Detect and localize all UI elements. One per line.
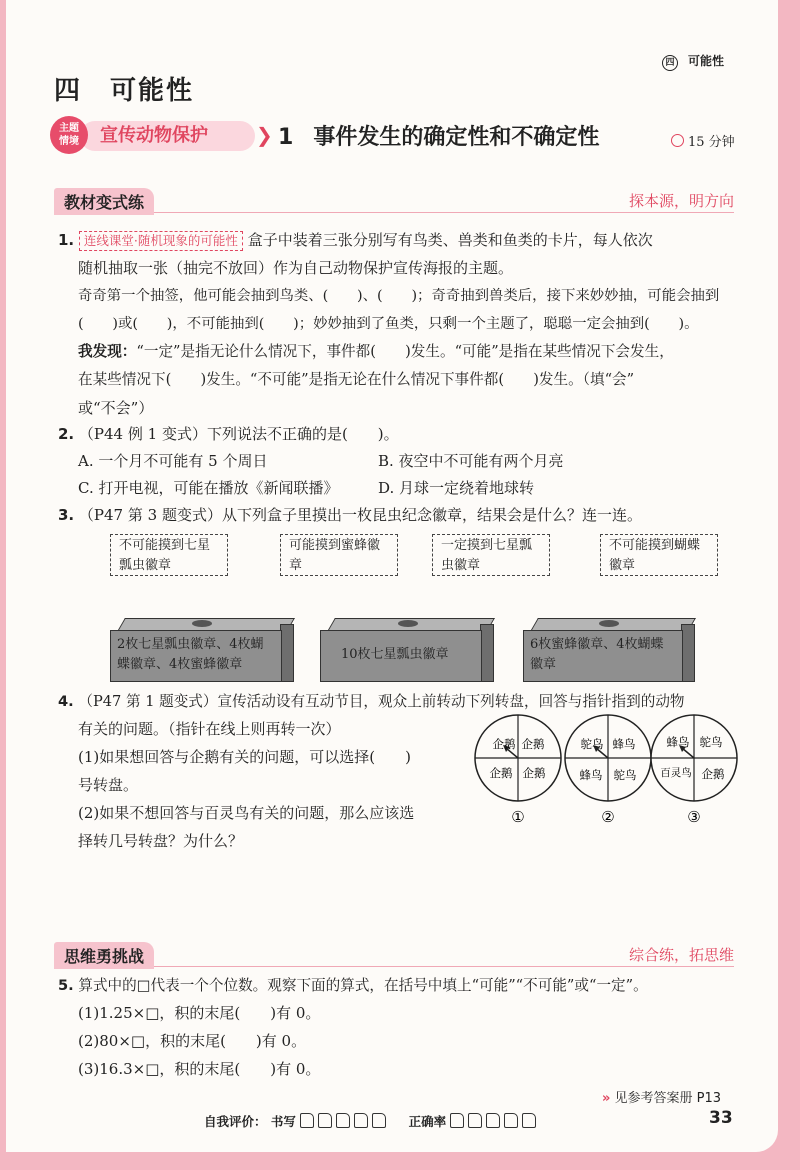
- section-header-challenge: [54, 946, 734, 967]
- discover-text: “一定”是指无论什么情况下，事件都( )发生。“可能”是指在某些情况下会发生，: [136, 343, 674, 360]
- statement-card: 可能摸到蜜蜂徽章: [280, 534, 398, 576]
- thumb-icon[interactable]: [504, 1113, 518, 1128]
- thumb-icon[interactable]: [486, 1113, 500, 1128]
- statement-card: 一定摸到七星瓢虫徽章: [432, 534, 550, 576]
- clock-icon: [671, 134, 684, 147]
- question-number: 1.: [58, 231, 75, 249]
- spinner-sector: 企鹅: [492, 737, 516, 751]
- spinner-1: [475, 715, 561, 826]
- question-text: （P44 例 1 变式）下列说法不正确的是( )。: [78, 425, 399, 443]
- spinner-sector: 鸵鸟: [580, 737, 604, 751]
- box-label: 6枚蜜蜂徽章、4枚蝴蝶徽章: [523, 630, 683, 682]
- thumb-icon[interactable]: [522, 1113, 536, 1128]
- writing-label: 书写: [270, 1114, 296, 1129]
- spinner-sector: 蜂鸟: [612, 737, 636, 751]
- section-slogan: 探本源，明方向: [628, 192, 734, 210]
- option-a: A. 一个月不可能有 5 个周日: [78, 452, 268, 470]
- option-c: C. 打开电视，可能在播放《新闻联播》: [78, 479, 339, 497]
- page: [6, 0, 778, 1152]
- box-side: [280, 624, 294, 682]
- question-text: （P47 第 3 题变式）从下列盒子里摸出一枚昆虫纪念徽章，结果会是什么？连一连。: [78, 506, 642, 524]
- chapter-name: 可能性: [110, 76, 195, 106]
- box-hole: [398, 620, 418, 627]
- spinner-sector: 企鹅: [522, 766, 546, 780]
- discover-text: 或“不会”）: [78, 399, 154, 417]
- sub-question: (1)1.25×□，积的末尾( )有 0。: [78, 1004, 321, 1022]
- question-text: ( )或( )，不可能抽到( )；妙妙抽到了鱼类，只剩一个主题了，聪聪一定会抽到( )。: [78, 316, 699, 332]
- chapter-title: [54, 70, 194, 107]
- lesson-title: [278, 120, 599, 151]
- spinner-sector: 鸵鸟: [699, 735, 723, 749]
- answer-reference: [602, 1087, 721, 1106]
- spinner-label: ②: [601, 808, 615, 826]
- box-side: [480, 624, 494, 682]
- theme-badge: [50, 116, 88, 154]
- lesson-name: 事件发生的确定性和不确定性: [313, 125, 600, 150]
- question-text: 奇奇第一个抽签，他可能会抽到鸟类、( )、( )；奇奇抽到兽类后，接下来妙妙抽，可能会抽到: [78, 288, 720, 304]
- question-text: 随机抽取一张（抽完不放回）作为自己动物保护宣传海报的主题。: [78, 259, 514, 277]
- lesson-duration: [671, 131, 735, 150]
- spinner-diagram: [470, 712, 740, 832]
- question-text: 盒子中装着三张分别写有鸟类、兽类和鱼类的卡片，每人依次: [247, 231, 653, 249]
- theme-name: 宣传动物保护: [80, 121, 255, 151]
- badge-box-1: [110, 618, 302, 682]
- spinner-sector: 蜂鸟: [666, 735, 690, 749]
- chapter-mark: [662, 52, 724, 71]
- spinner-3: [651, 715, 737, 826]
- section-slogan: 综合练，拓思维: [628, 946, 734, 964]
- thumb-icon[interactable]: [468, 1113, 482, 1128]
- spinner-label: ③: [687, 808, 701, 826]
- theme-badge-line1: 主题: [59, 123, 79, 134]
- question-3: [58, 501, 642, 529]
- spinner-2: [565, 715, 651, 826]
- spinner-sector: 企鹅: [521, 737, 545, 751]
- sub-question: (3)16.3×□，积的末尾( )有 0。: [78, 1060, 321, 1078]
- question-tag: 连线课堂·随机现象的可能性: [79, 231, 243, 251]
- lesson-number: 1: [278, 125, 294, 150]
- box-hole: [192, 620, 212, 627]
- double-chevron-icon: »: [602, 1091, 611, 1106]
- section-title: 教材变式练: [54, 188, 154, 215]
- question-number: 2.: [58, 425, 75, 443]
- thumb-icon[interactable]: [450, 1113, 464, 1128]
- sub-question: (2)80×□，积的末尾( )有 0。: [78, 1032, 307, 1050]
- spinner-sector: 蜂鸟: [579, 768, 603, 782]
- discover-label: 我发现：: [78, 343, 137, 360]
- option-b: B. 夜空中不可能有两个月亮: [378, 452, 564, 470]
- question-text: （P47 第 1 题变式）宣传活动设有互动节目，观众上前转动下列转盘，回答与指针指到的动物: [78, 693, 685, 710]
- sub-question-1-cont: 号转盘。: [78, 776, 139, 794]
- page-number: 33: [709, 1108, 733, 1128]
- question-5: [58, 972, 648, 1000]
- badge-box-2: [320, 618, 502, 682]
- question-number: 4.: [58, 693, 74, 710]
- question-number: 5.: [58, 977, 74, 994]
- spinner-sector: 企鹅: [489, 766, 513, 780]
- sub-question-2-cont: 择转几号转盘？为什么？: [78, 832, 244, 850]
- thumb-icon[interactable]: [354, 1113, 368, 1128]
- sub-question-1: (1)如果想回答与企鹅有关的问题，可以选择( ): [78, 748, 411, 766]
- spinner-sector: 百灵鸟: [660, 767, 692, 779]
- box-label: 10枚七星瓢虫徽章: [320, 630, 482, 682]
- thumb-icon[interactable]: [318, 1113, 332, 1128]
- question-number: 3.: [58, 506, 75, 524]
- box-side: [681, 624, 695, 682]
- duration-text: 15 分钟: [688, 135, 735, 150]
- spinner-sector: 企鹅: [701, 767, 725, 781]
- question-2: [58, 420, 399, 448]
- section-header-practice: [54, 192, 734, 213]
- question-text: 算式中的□代表一个个位数。观察下面的算式，在括号中填上“可能”“不可能”或“一定”。: [78, 977, 648, 994]
- self-evaluation: [204, 1112, 540, 1130]
- thumb-icon[interactable]: [372, 1113, 386, 1128]
- chapter-mark-number: 四: [662, 55, 678, 71]
- discover-line: [78, 338, 674, 366]
- statement-card: 不可能摸到蝴蝶徽章: [600, 534, 718, 576]
- question-1: [58, 226, 653, 254]
- eval-label: 自我评价：: [204, 1114, 267, 1129]
- sub-question-2: (2)如果不想回答与百灵鸟有关的问题，那么应该选: [78, 804, 415, 822]
- chevron-right-icon: ❯: [256, 123, 273, 147]
- thumb-icon[interactable]: [336, 1113, 350, 1128]
- box-label: 2枚七星瓢虫徽章、4枚蝴蝶徽章、4枚蜜蜂徽章: [110, 630, 282, 682]
- chapter-mark-name: 可能性: [687, 54, 724, 68]
- section-title: 思维勇挑战: [54, 942, 154, 969]
- spinner-sector: 鸵鸟: [613, 768, 637, 782]
- question-text: 有关的问题。（指针在线上则再转一次）: [78, 720, 341, 738]
- chapter-number: 四: [54, 76, 83, 106]
- option-d: D. 月球一定绕着地球转: [378, 479, 535, 497]
- thumb-icon[interactable]: [300, 1113, 314, 1128]
- statement-card: 不可能摸到七星瓢虫徽章: [110, 534, 228, 576]
- discover-text: 在某些情况下( )发生。“不可能”是指无论在什么情况下事件都( )发生。（填“会”: [78, 371, 635, 388]
- badge-box-3: [523, 618, 703, 682]
- box-hole: [599, 620, 619, 627]
- accuracy-label: 正确率: [408, 1114, 447, 1129]
- spinner-label: ①: [511, 808, 525, 826]
- answer-ref-text: 见参考答案册 P13: [614, 1091, 722, 1106]
- theme-badge-line2: 情境: [59, 136, 79, 147]
